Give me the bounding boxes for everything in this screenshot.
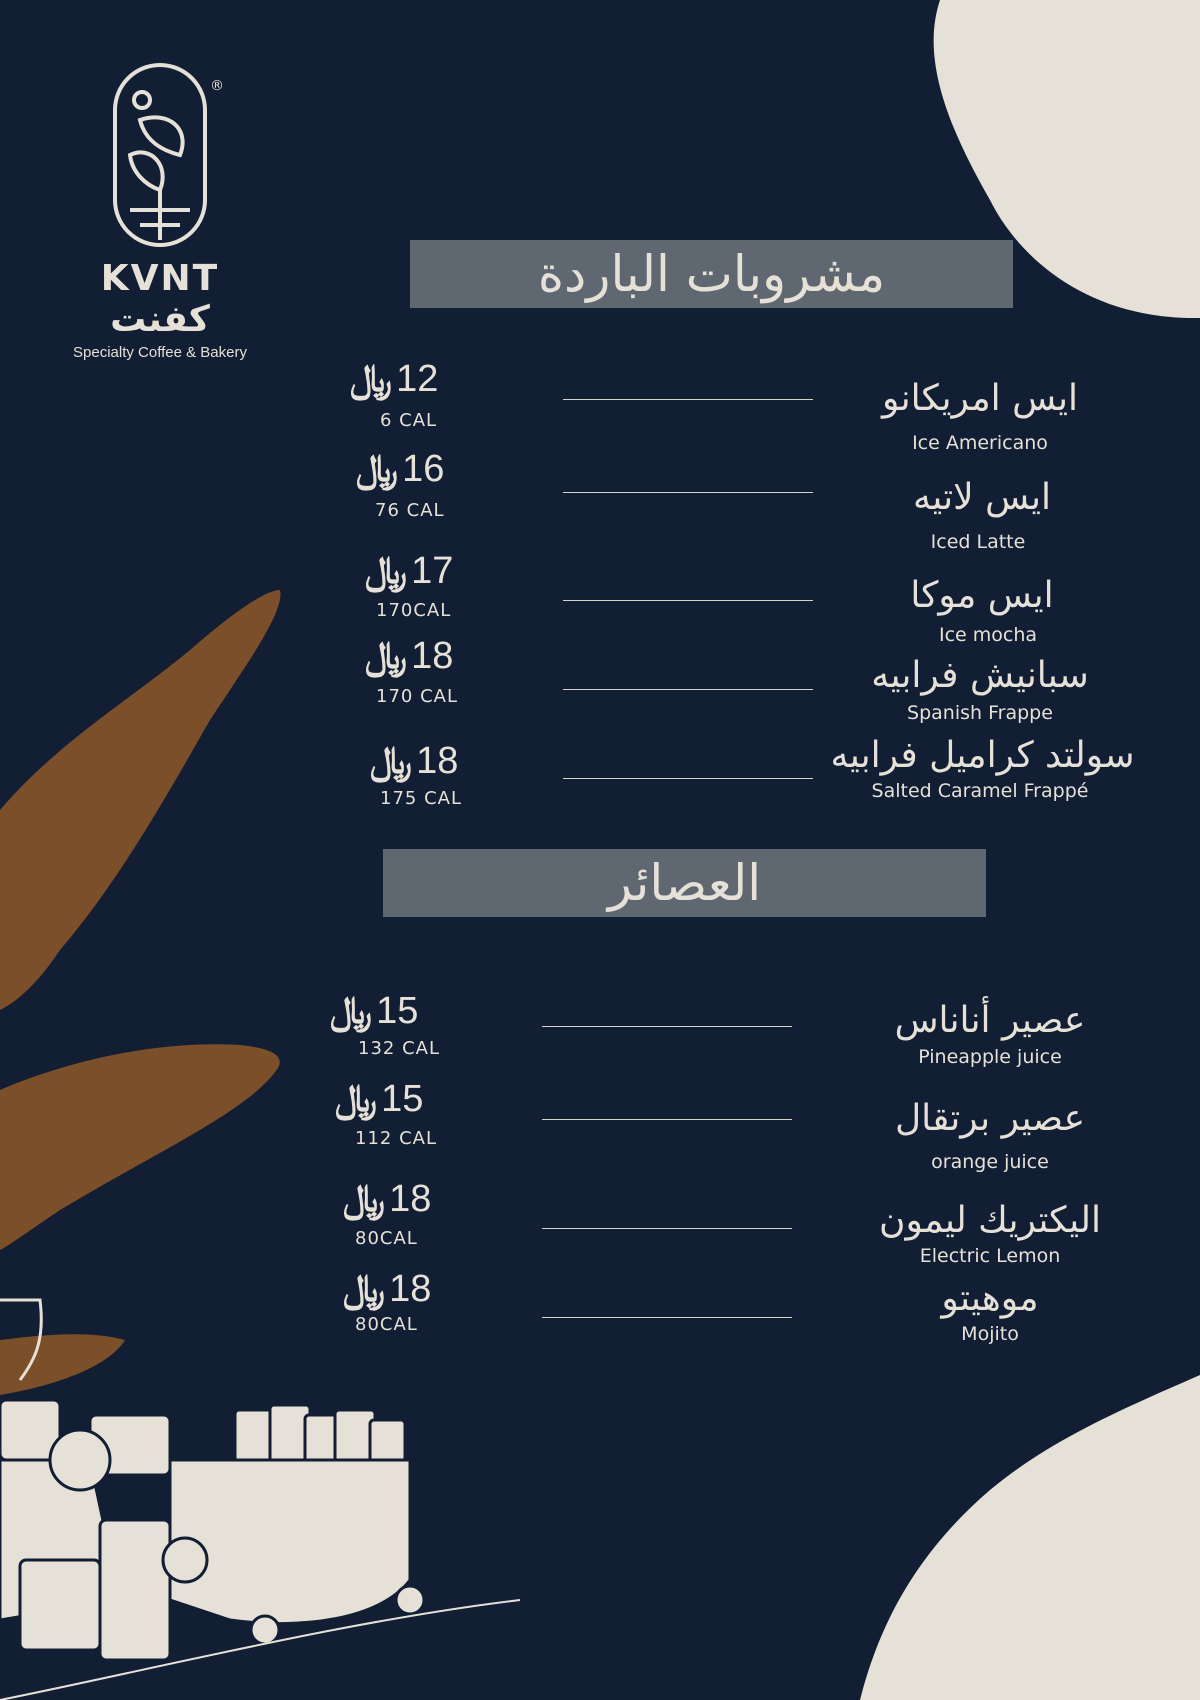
price-amount: 15 [376,990,419,1032]
calories: 80CAL [355,1228,418,1249]
leader-line [542,1026,792,1027]
leader-line [542,1228,792,1229]
item-name-arabic: ايس امريكانو [882,378,1078,419]
item-name-english: orange juice [931,1151,1049,1173]
riyal-symbol-icon: ﷼ [356,448,399,490]
calories: 170 CAL [376,686,458,707]
price [350,358,438,401]
riyal-symbol-icon: ﷼ [335,1078,378,1120]
calories: 132 CAL [358,1038,440,1059]
leaf-lower [0,1044,280,1250]
price [343,1178,431,1221]
riyal-symbol-icon: ﷼ [343,1178,386,1220]
price-amount: 12 [396,358,439,400]
brand-wordmark: KVNT كفنت [100,258,220,340]
price [330,990,418,1033]
item-name-arabic: عصير برتقال [894,1098,1086,1139]
riyal-symbol-icon: ﷼ [365,635,408,677]
item-name-english: Pineapple juice [918,1046,1062,1068]
price [365,550,453,593]
leader-line [563,492,813,493]
riyal-symbol-icon: ﷼ [330,990,373,1032]
calories: 170CAL [376,600,452,621]
leader-line [542,1119,792,1120]
calories: 6 CAL [380,410,438,431]
item-name-arabic: سولتد كراميل فرابيه [830,735,1135,776]
price-amount: 16 [402,448,445,490]
item-name-arabic: موهيتو [941,1278,1039,1319]
price-amount: 18 [411,635,454,677]
item-name-english: Salted Caramel Frappé [871,780,1089,802]
riyal-symbol-icon: ﷼ [343,1268,386,1310]
riyal-symbol-icon: ﷼ [370,740,413,782]
logo-mark-icon [100,60,224,250]
item-name-english: Ice Americano [912,432,1048,454]
leader-line [563,600,813,601]
registered-mark: ® [210,78,224,94]
item-name-english: Electric Lemon [919,1245,1061,1267]
calories: 80CAL [355,1314,418,1335]
calories: 76 CAL [375,500,445,521]
riyal-symbol-icon: ﷼ [365,550,408,592]
item-name-arabic: عصير أناناس [894,1000,1086,1041]
price-amount: 17 [411,550,454,592]
leaf-small [0,1334,125,1395]
espresso-machine-illustration [0,1400,424,1660]
item-name-english: Mojito [961,1323,1019,1345]
leaf-upper [0,590,280,1010]
price-amount: 15 [381,1078,424,1120]
section-title-cold-drinks: مشروبات الباردة [410,240,1013,308]
price [343,1268,431,1311]
item-name-arabic: اليكتريك ليمون [879,1200,1101,1241]
leader-line [542,1317,792,1318]
brand-tagline: Specialty Coffee & Bakery [73,344,247,361]
price-amount: 18 [389,1268,432,1310]
item-name-english: Iced Latte [930,531,1026,553]
bottom-right-wave [860,1375,1200,1700]
riyal-symbol-icon: ﷼ [350,358,393,400]
price [370,740,458,783]
leader-line [563,399,813,400]
item-name-arabic: ايس لاتيه [912,477,1052,518]
item-name-arabic: سبانيش فرابيه [871,655,1089,696]
price [335,1078,423,1121]
price [356,448,444,491]
price-amount: 18 [389,1178,432,1220]
leader-line [563,778,813,779]
calories: 175 CAL [380,788,462,809]
brand-logo [60,60,260,361]
price [365,635,453,678]
price-amount: 18 [416,740,459,782]
item-name-english: Ice mocha [938,624,1038,646]
section-title-juices: العصائر [383,849,986,917]
calories: 112 CAL [355,1128,437,1149]
leader-line [563,689,813,690]
item-name-english: Spanish Frappe [907,702,1053,724]
item-name-arabic: ايس موكا [910,575,1054,616]
